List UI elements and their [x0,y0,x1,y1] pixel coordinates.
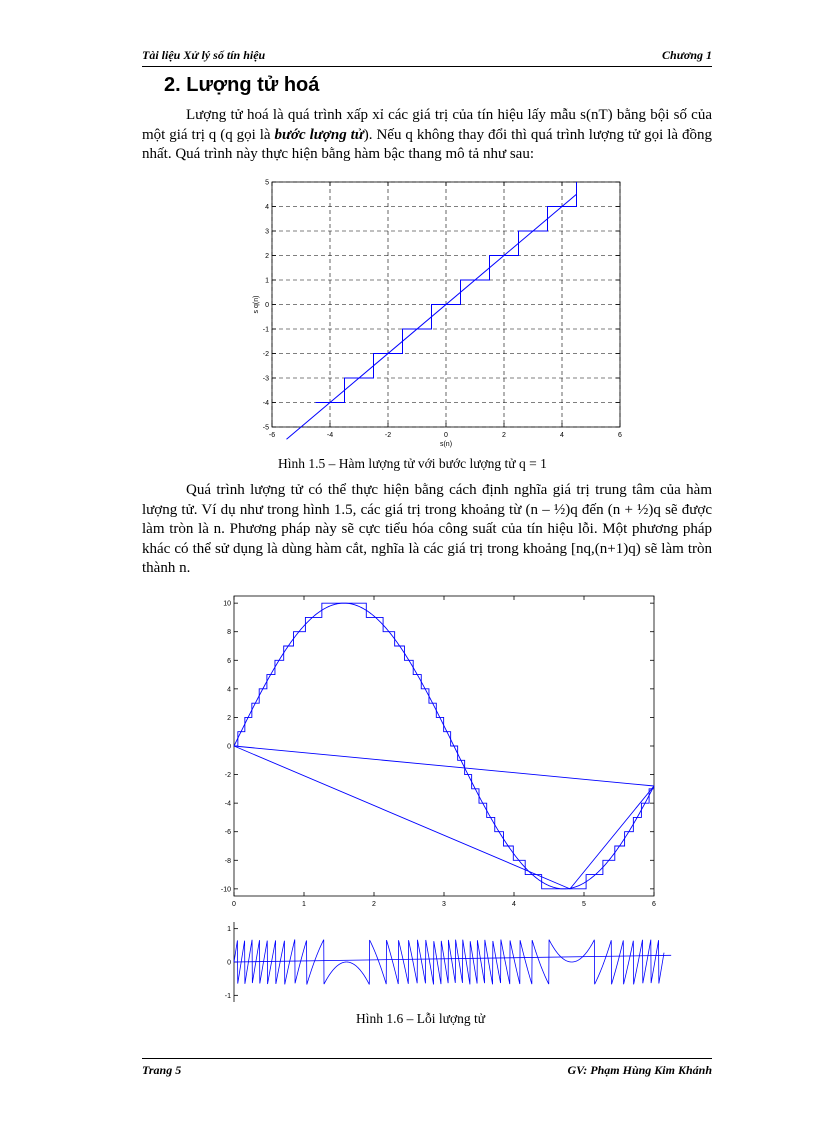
figure-1-6-chart [214,586,674,912]
figure-1-5-caption: Hình 1.5 – Hàm lượng tử với bước lượng tử q = 1 [278,456,547,471]
paragraph-1-text-b: ). Nếu q không thay đổi thì quá trình lượng tử gọi là đồng nhất. Quá trình này thực hiện bằng hàm bậc thang mô tả như sau: [142,126,712,162]
x-axis-label: s(n) [439,441,453,448]
x-tick-label: 3 [442,901,446,908]
y-tick-label: 4 [227,686,231,694]
y-tick-label: 1 [265,277,269,285]
y-tick-label: -8 [224,857,231,865]
x-tick-label: 0 [444,432,448,439]
y-tick-label: -3 [262,375,269,383]
y-tick-label: 5 [265,179,269,187]
header-rule [142,66,712,67]
x-tick-label: 4 [560,432,564,439]
y-tick-label: 0 [265,302,269,309]
x-tick-label: 6 [652,901,656,908]
x-tick-label: 0 [232,901,236,908]
paragraph-1-emphasis: bước lượng tử [274,126,364,143]
x-tick-label: 2 [372,901,376,908]
x-tick-label: 2 [502,432,506,439]
footer-rule [142,1058,712,1059]
y-tick-label: 10 [223,600,231,608]
header-right: Chương 1 [662,48,712,62]
y-tick-label: 2 [227,714,231,722]
y-tick-label: -4 [224,800,231,808]
y-tick-label: 1 [227,926,231,934]
y-tick-label: 0 [227,743,231,751]
y-tick-label: 8 [227,629,231,637]
figure-1-6-caption: Hình 1.6 – Lỗi lượng tử [356,1011,486,1026]
paragraph-1 [142,106,712,165]
y-tick-label: 0 [227,959,231,967]
x-tick-label: 4 [512,901,516,908]
y-tick-label: 2 [265,253,269,260]
paragraph-2: Quá trình lượng tử có thể thực hiện bằng cách định nghĩa giá trị trung tâm của hàm lượng tử. Ví dụ như trong hình 1.5, các giá trị trong khoảng từ (n – ½)q đến (n + ½)q sẽ được làm tròn là n. Phương pháp này sẽ cực tiểu hóa công suất của tín hiệu lỗi. Một phương pháp khác có thể sử dụng là dùng hàm cắt, nghĩa là các giá trị trong khoảng [nq,(n+1)q) sẽ làm tròn thành n. [142,482,712,576]
section-title: 2. Lượng tử hoá [164,74,320,96]
y-tick-label: -5 [262,424,269,432]
footer-left: Trang 5 [142,1063,182,1077]
y-axis-label: s q(n) [253,295,260,314]
x-tick-label: 5 [582,901,586,908]
x-tick-label: -4 [326,432,334,439]
x-tick-label: 6 [618,432,622,439]
paragraph-1-text-a: Lượng tử hoá là quá trình xấp xỉ các giá trị của tín hiệu lấy mẫu s(nT) bằng bội số của một giá trị q (q gọi là [142,107,712,143]
header-left: Tài liệu Xử lý số tín hiệu [142,48,266,62]
y-tick-label: 4 [265,204,269,211]
y-tick-label: 3 [265,228,269,236]
y-tick-label: -2 [262,351,269,358]
figure-1-5-chart [250,174,640,450]
y-tick-label: 6 [227,657,231,665]
y-tick-label: -6 [224,829,231,837]
x-tick-label: -6 [268,432,276,439]
y-tick-label: -4 [262,400,269,407]
y-tick-label: -10 [220,886,231,894]
x-tick-label: -2 [384,432,392,439]
figure-1-6-error-chart [214,918,684,1006]
y-tick-label: -2 [224,772,231,780]
y-tick-label: -1 [262,326,269,334]
plot-area [234,596,654,896]
footer-right: GV: Phạm Hùng Kim Khánh [567,1063,712,1077]
x-tick-label: 1 [302,901,306,908]
quantization-error-curve [234,940,664,985]
y-tick-label: -1 [224,992,231,1000]
